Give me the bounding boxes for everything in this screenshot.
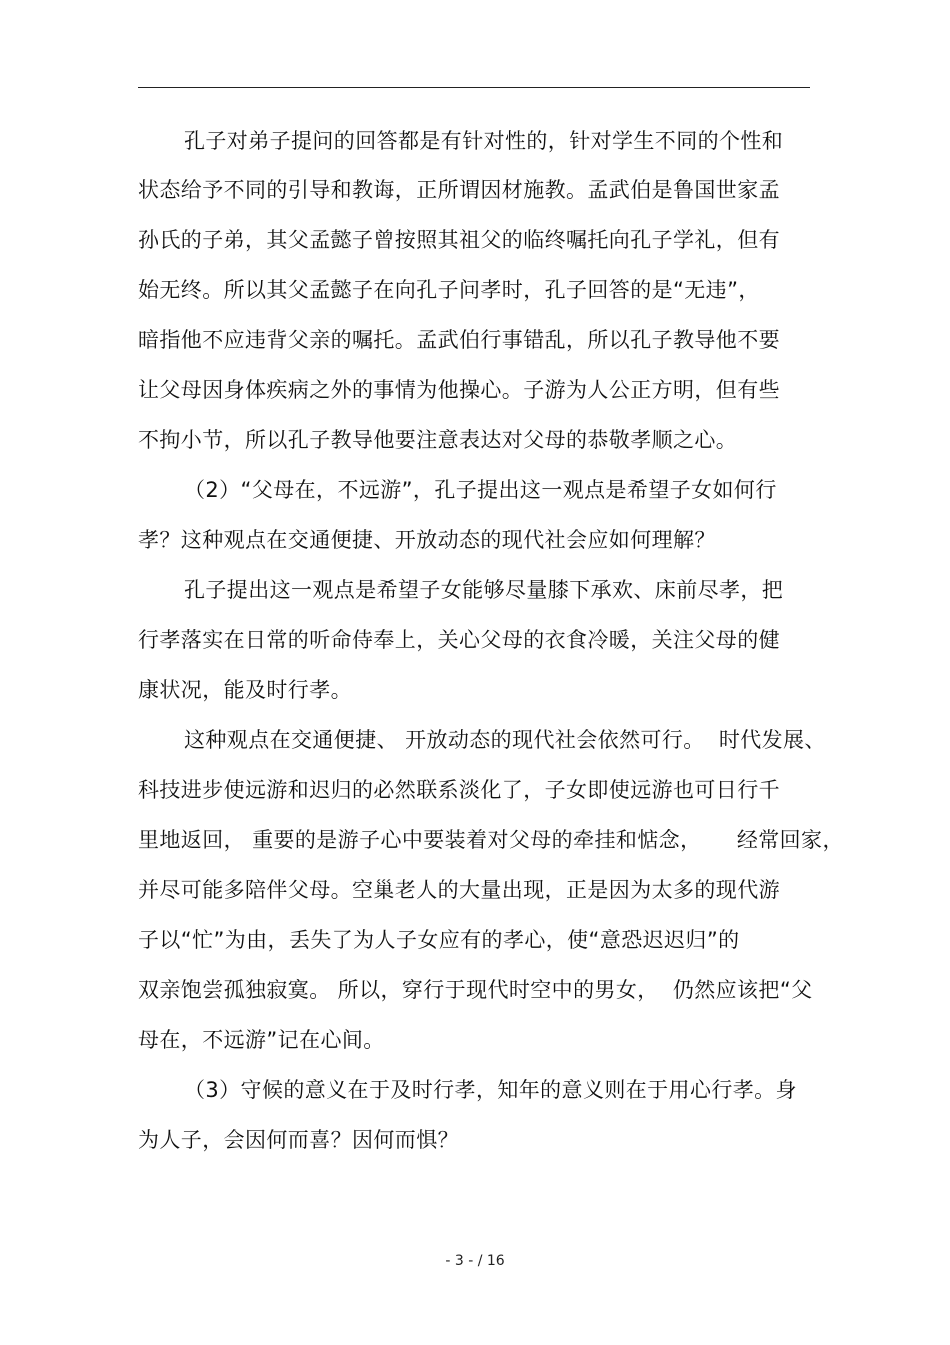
- paragraph-line: 科技进步使远游和迟归的必然联系淡化了，子女即使远游也可日行千: [138, 778, 780, 802]
- paragraph-line: 孔子提出这一观点是希望子女能够尽量膝下承欢、床前尽孝，把: [184, 578, 784, 602]
- paragraph-line: 这种观点在交通便捷、 开放动态的现代社会依然可行。 时代发展、: [184, 728, 826, 752]
- question-line: （2）“父母在，不远游”，孔子提出这一观点是希望子女如何行: [184, 478, 777, 502]
- paragraph-line: 行孝落实在日常的听命侍奉上，关心父母的衣食冷暖，关注父母的健: [138, 628, 780, 652]
- paragraph-line: 始无终。所以其父孟懿子在向孔子问孝时，孔子回答的是“无违”，: [138, 278, 760, 302]
- paragraph-line: 双亲饱尝孤独寂寞。 所以，穿行于现代时空中的男女， 仍然应该把“父: [138, 978, 813, 1002]
- paragraph-line: 不拘小节，所以孔子教导他要注意表达对父母的恭敬孝顺之心。: [138, 428, 738, 452]
- question-line: 孝？这种观点在交通便捷、开放动态的现代社会应如何理解？: [138, 528, 716, 552]
- paragraph-line: 暗指他不应违背父亲的嘱托。孟武伯行事错乱，所以孔子教导他不要: [138, 328, 780, 352]
- paragraph-line: 让父母因身体疾病之外的事情为他操心。子游为人公正方明，但有些: [138, 378, 780, 402]
- paragraph-line: 孙氏的子弟，其父孟懿子曾按照其祖父的临终嘱托向孔子学礼，但有: [138, 228, 780, 252]
- paragraph-line: 康状况，能及时行孝。: [138, 678, 352, 702]
- paragraph-line: 孔子对弟子提问的回答都是有针对性的，针对学生不同的个性和: [184, 129, 784, 153]
- paragraph-line: 里地返回， 重要的是游子心中要装着对父母的牵挂和惦念， 经常回家，: [138, 828, 844, 852]
- paragraph-line: 母在，不远游”记在心间。: [138, 1028, 385, 1052]
- question-line: 为人子，会因何而喜？因何而惧？: [138, 1128, 459, 1152]
- paragraph-line: 子以“忙”为由，丢失了为人子女应有的孝心，使“意恐迟迟归”的: [138, 928, 740, 952]
- question-line: （3）守候的意义在于及时行孝，知年的意义则在于用心行孝。身: [184, 1078, 797, 1102]
- paragraph-line: 并尽可能多陪伴父母。空巢老人的大量出现，正是因为太多的现代游: [138, 878, 780, 902]
- page-number: - 3 - / 16: [445, 1253, 505, 1269]
- paragraph-line: 状态给予不同的引导和教诲，正所谓因材施教。孟武伯是鲁国世家孟: [138, 178, 780, 202]
